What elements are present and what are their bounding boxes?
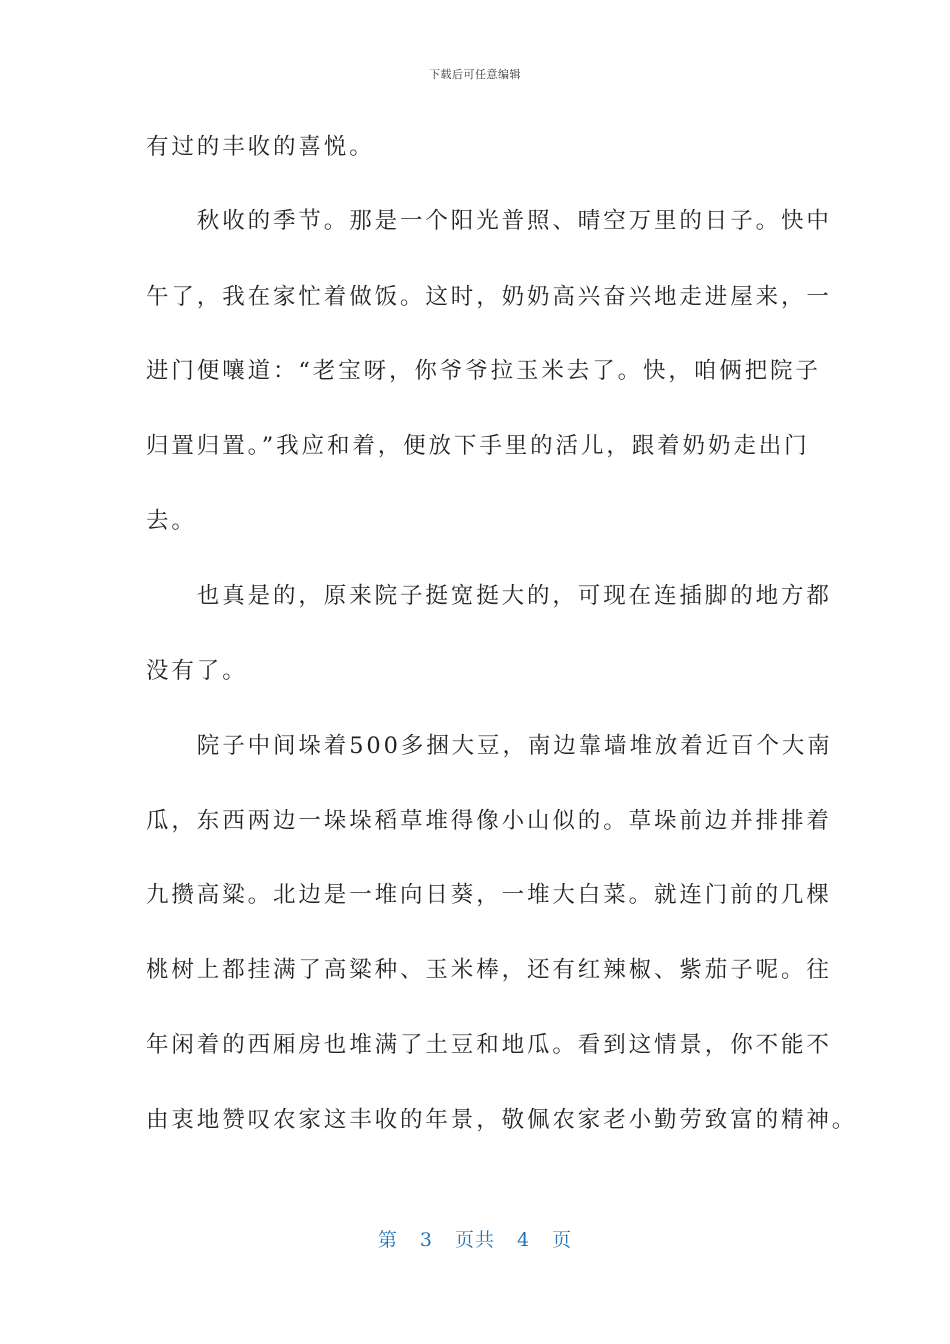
text-line: 年闲着的西厢房也堆满了土豆和地瓜。看到这情景，你不能不 [146,1032,832,1058]
page-suffix: 页 [552,1229,573,1251]
page-header: 下载后可任意编辑 [429,68,521,81]
text-line: 进门便嚷道：“老宝呀，你爷爷拉玉米去了。快，咱俩把院子 [146,358,821,384]
text-line: 由衷地赞叹农家这丰收的年景，敬佩农家老小勤劳致富的精神。 [146,1107,858,1133]
total-pages: 4 [517,1229,531,1251]
page-number [0,1225,950,1252]
page-middle: 页共 [454,1229,495,1251]
text-line: 也真是的，原来院子挺宽挺大的，可现在连插脚的地方都 [146,583,832,609]
text-line: 归置归置。”我应和着，便放下手里的活儿，跟着奶奶走出门 [146,433,810,459]
text-line: 秋收的季节。那是一个阳光普照、晴空万里的日子。快中 [146,208,832,234]
text-line: 桃树上都挂满了高粱种、玉米棒，还有红辣椒、紫茄子呢。往 [146,957,832,983]
text-line: 午了，我在家忙着做饭。这时，奶奶高兴奋兴地走进屋来，一 [146,284,832,310]
text-line: 去。 [146,508,197,534]
page-prefix: 第 [377,1229,398,1251]
text-line: 瓜，东西两边一垛垛稻草堆得像小山似的。草垛前边并排排着 [146,808,832,834]
text-line: 院子中间垛着500多捆大豆，南边靠墙堆放着近百个大南 [146,733,833,759]
text-line: 有过的丰收的喜悦。 [146,134,375,160]
text-line: 没有了。 [146,658,248,684]
text-line: 九攒高粱。北边是一堆向日葵，一堆大白菜。就连门前的几棵 [146,882,832,908]
current-page: 3 [419,1229,433,1251]
